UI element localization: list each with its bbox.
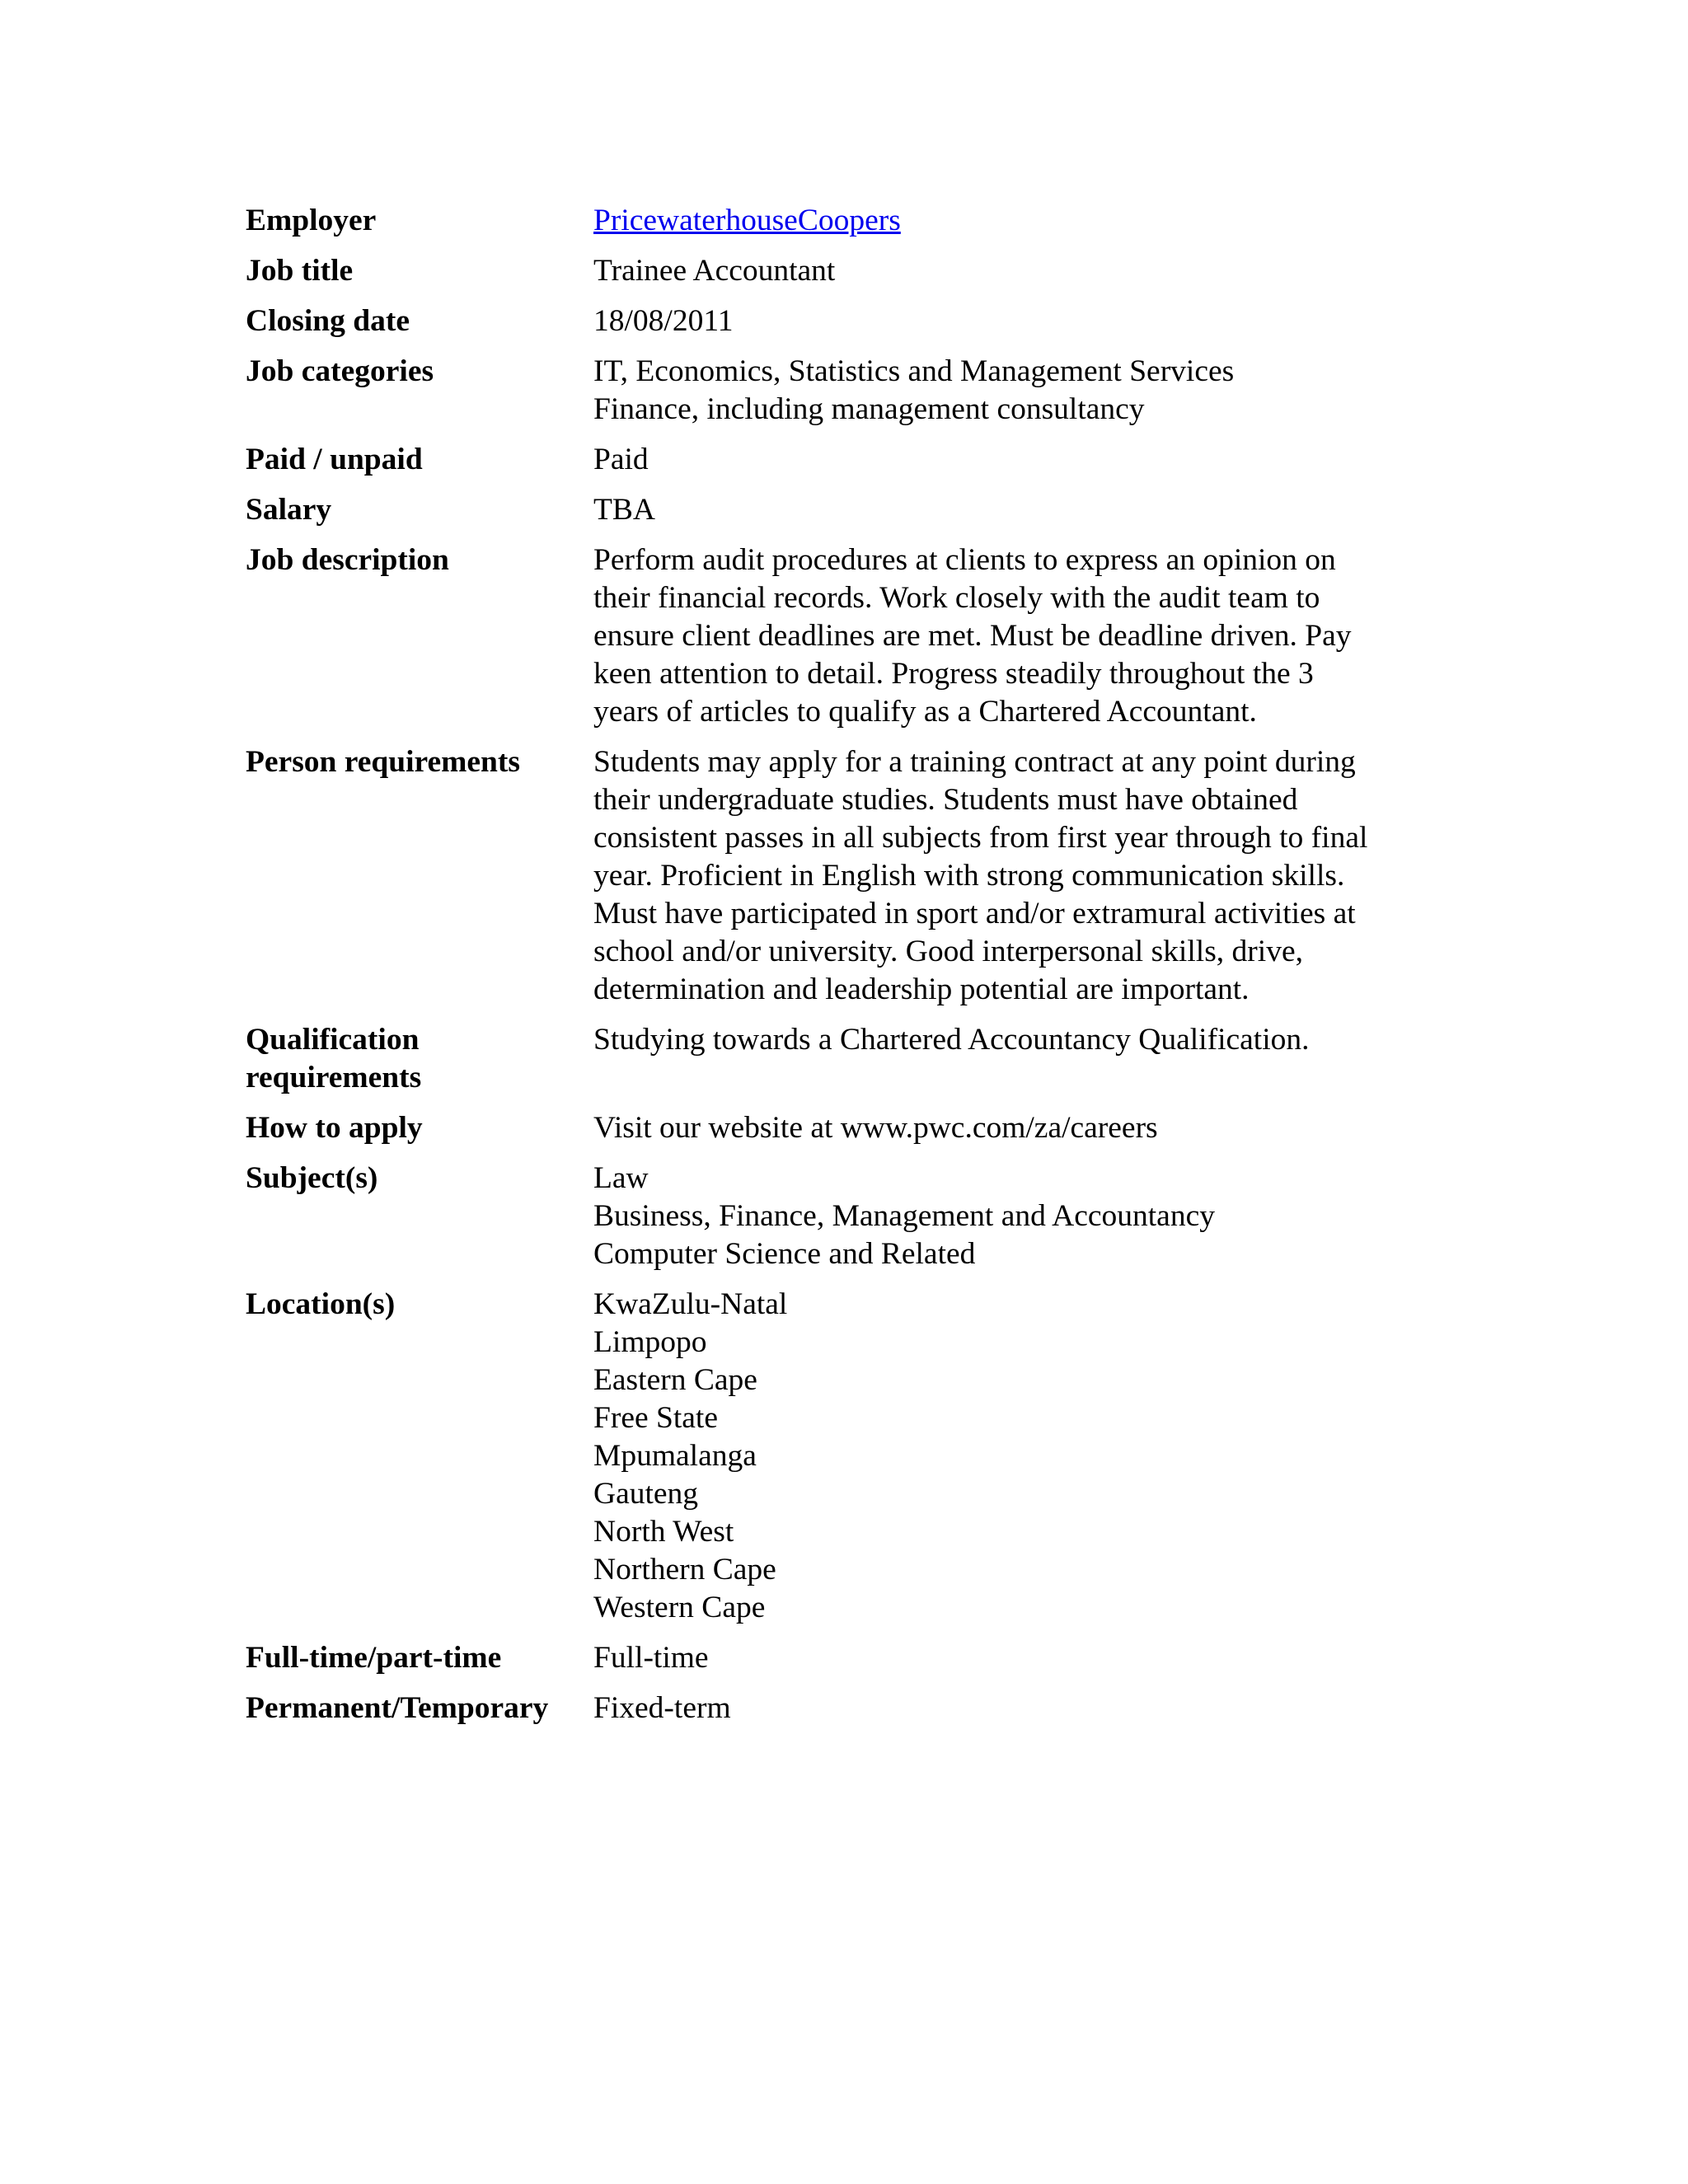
location-item: Free State xyxy=(593,1401,718,1435)
person-requirements-line: year. Proficient in English with strong communication skills. xyxy=(593,859,1345,893)
person-requirements-line: determination and leadership potential are important. xyxy=(593,972,1250,1006)
job-details-table xyxy=(246,202,1449,1740)
row-permanent-temporary xyxy=(246,1690,1449,1740)
paid-unpaid-label: Paid / unpaid xyxy=(246,443,423,476)
row-job-description xyxy=(246,541,1449,743)
person-requirements-line: Students may apply for a training contract at any point during xyxy=(593,745,1356,779)
person-requirements-label: Person requirements xyxy=(246,745,520,779)
job-description-line: ensure client deadlines are met. Must be deadline driven. Pay xyxy=(593,619,1352,653)
job-description-line: their financial records. Work closely with the audit team to xyxy=(593,581,1320,615)
location-item: Eastern Cape xyxy=(593,1363,757,1397)
location-item: KwaZulu-Natal xyxy=(593,1287,788,1321)
full-time-part-time-label: Full-time/part-time xyxy=(246,1641,502,1675)
employer-link[interactable]: PricewaterhouseCoopers xyxy=(593,204,901,237)
location-item: Limpopo xyxy=(593,1325,707,1359)
row-subjects xyxy=(246,1160,1449,1286)
row-closing-date xyxy=(246,302,1449,353)
qualification-requirements-label-line: requirements xyxy=(246,1061,422,1094)
row-locations xyxy=(246,1286,1449,1639)
how-to-apply-label: How to apply xyxy=(246,1111,423,1145)
row-job-title xyxy=(246,252,1449,302)
job-title-label: Job title xyxy=(246,254,354,288)
qualification-requirements-label xyxy=(246,1021,593,1109)
job-description-value xyxy=(593,541,1449,743)
person-requirements-line: consistent passes in all subjects from first year through to final xyxy=(593,821,1368,855)
row-salary xyxy=(246,491,1449,541)
job-description-line: keen attention to detail. Progress steadily throughout the 3 xyxy=(593,657,1314,691)
row-person-requirements xyxy=(246,743,1449,1021)
row-full-time-part-time xyxy=(246,1639,1449,1690)
subject-item: Computer Science and Related xyxy=(593,1237,976,1271)
location-item: Mpumalanga xyxy=(593,1439,757,1473)
subject-item: Law xyxy=(593,1161,649,1195)
job-categories-label: Job categories xyxy=(246,354,434,388)
salary-label: Salary xyxy=(246,493,332,527)
subjects-label: Subject(s) xyxy=(246,1161,378,1195)
salary-value: TBA xyxy=(593,493,655,527)
paid-unpaid-value: Paid xyxy=(593,443,649,476)
row-how-to-apply xyxy=(246,1109,1449,1160)
location-item: Gauteng xyxy=(593,1477,699,1511)
qualification-requirements-value: Studying towards a Chartered Accountancy Qualification. xyxy=(593,1023,1310,1057)
location-item: Northern Cape xyxy=(593,1553,776,1586)
person-requirements-line: Must have participated in sport and/or extramural activities at xyxy=(593,897,1356,930)
locations-label: Location(s) xyxy=(246,1287,396,1321)
person-requirements-line: their undergraduate studies. Students must have obtained xyxy=(593,783,1298,817)
subjects-value xyxy=(593,1160,1449,1286)
employer-label: Employer xyxy=(246,204,377,237)
job-title-value: Trainee Accountant xyxy=(593,254,836,288)
job-description-line: years of articles to qualify as a Chartered Accountant. xyxy=(593,695,1257,729)
job-category-item: Finance, including management consultancy xyxy=(593,392,1145,426)
employer-value xyxy=(593,202,1449,252)
closing-date-label: Closing date xyxy=(246,304,410,338)
job-description-label: Job description xyxy=(246,543,449,577)
closing-date-value: 18/08/2011 xyxy=(593,304,734,338)
location-item: Western Cape xyxy=(593,1591,766,1624)
full-time-part-time-value: Full-time xyxy=(593,1641,709,1675)
job-categories-value xyxy=(593,353,1449,441)
location-item: North West xyxy=(593,1515,734,1549)
locations-value xyxy=(593,1286,1449,1639)
permanent-temporary-label: Permanent/Temporary xyxy=(246,1691,549,1725)
row-job-categories xyxy=(246,353,1449,441)
how-to-apply-value: Visit our website at www.pwc.com/za/careers xyxy=(593,1111,1158,1145)
row-employer xyxy=(246,202,1449,252)
person-requirements-line: school and/or university. Good interpersonal skills, drive, xyxy=(593,935,1303,968)
job-category-item: IT, Economics, Statistics and Management Services xyxy=(593,354,1235,388)
job-description-line: Perform audit procedures at clients to express an opinion on xyxy=(593,543,1336,577)
person-requirements-value xyxy=(593,743,1449,1021)
permanent-temporary-value: Fixed-term xyxy=(593,1691,731,1725)
row-qualification-requirements xyxy=(246,1021,1449,1109)
subject-item: Business, Finance, Management and Accountancy xyxy=(593,1199,1215,1233)
qualification-requirements-label-line: Qualification xyxy=(246,1023,420,1057)
row-paid-unpaid xyxy=(246,441,1449,491)
